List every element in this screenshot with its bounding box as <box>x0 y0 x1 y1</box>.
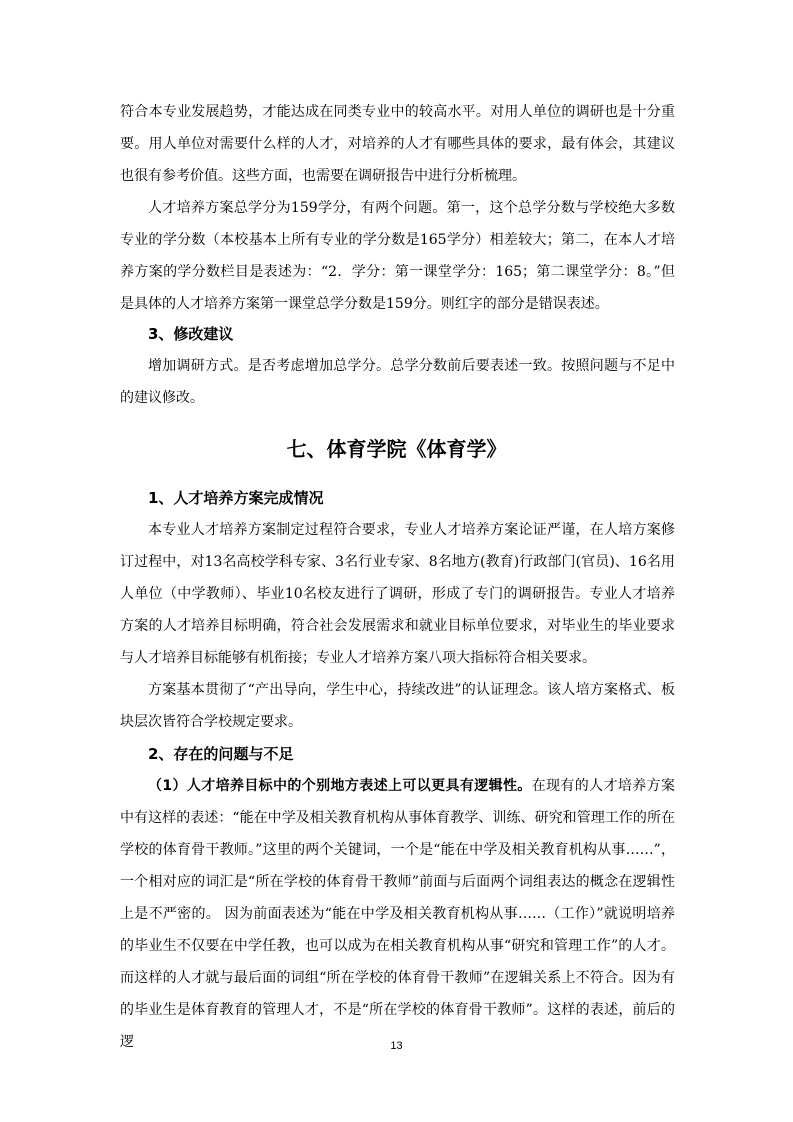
intro-block <box>120 96 675 192</box>
complete-heading: 1、人才培养方案完成情况 <box>148 489 324 507</box>
problem-1-text: 在现有的人才培养方案中有这样的表述：“能在中学及相关教育机构从事体育教学、训练、研究和管理工作的所在学校的体育骨干教师。”这里的两个关键词，一个是“能在中学及相关教育机构从事……”，一个相对应的词汇是“所在学校的体育骨干教师”前面与后面两个词组表达的概念在逻辑性上是不严密的。 因为前面表述为“能在中学及相关教育机构从事……（工作）”就说明培养的毕业生不仅要在中学任教，也可以成为在相关教育机构从事“研究和管理工作”的人才。而这样的人才就与最后面的词组“所在学校的体育骨干教师”在逻辑关系上不符合。因为有的毕业生是体育教育的管理人才，不是“所在学校的体育骨干教师”。这样的表述，前后的逻 <box>120 778 675 1050</box>
suggest-block <box>120 318 675 414</box>
intro-paragraph: 符合本专业发展趋势，才能达成在同类专业中的较高水平。对用人单位的调研也是十分重要。用人单位对需要什么样的人才，对培养的人才有哪些具体的要求，最有体会，其建议也很有参考价值。这些方面，也需要在调研报告中进行分析梳理。 <box>120 104 675 184</box>
complete-paragraph-2: 方案基本贯彻了“产出导向，学生中心，持续改进”的认证理念。该人培方案格式、板块层次皆符合学校规定要求。 <box>120 682 675 730</box>
complete-block <box>120 482 675 1058</box>
suggest-heading: 3、修改建议 <box>148 325 234 343</box>
problem-1-lead: （1）人才培养目标中的个别地方表述上可以更具有逻辑性。 <box>148 778 532 794</box>
section-title: 七、体育学院《体育学》 <box>286 437 507 461</box>
credits-paragraph: 人才培养方案总学分为159学分，有两个问题。第一，这个总学分数与学校绝大多数专业的学分数（本校基本上所有专业的学分数是165学分）相差较大；第二，在本人才培养方案的学分数栏目是表述为：“2．学分：第一课堂学分：165；第二课堂学分：8。”但是具体的人才培养方案第一课堂总学分数是159分。则红字的部分是错误表述。 <box>120 200 675 312</box>
complete-paragraph-1: 本专业人才培养方案制定过程符合要求，专业人才培养方案论证严谨，在人培方案修订过程中，对13名高校学科专家、3名行业专家、8名地方(教育)行政部门(官员)、16名用人单位（中学教师）、毕业10名校友进行了调研，形成了专门的调研报告。专业人才培养方案的人才培养目标明确，符合社会发展需求和就业目标单位要求，对毕业生的毕业要求与人才培养目标能够有机衔接；专业人才培养方案八项大指标符合相关要求。 <box>120 522 675 666</box>
page-number: 13 <box>390 1040 403 1052</box>
credits-block <box>120 192 675 320</box>
problem-1-paragraph <box>120 770 675 1058</box>
suggest-paragraph: 增加调研方式。是否考虑增加总学分。总学分数前后要表述一致。按照问题与不足中的建议修改。 <box>120 358 675 406</box>
problems-heading: 2、存在的问题与不足 <box>148 745 294 763</box>
